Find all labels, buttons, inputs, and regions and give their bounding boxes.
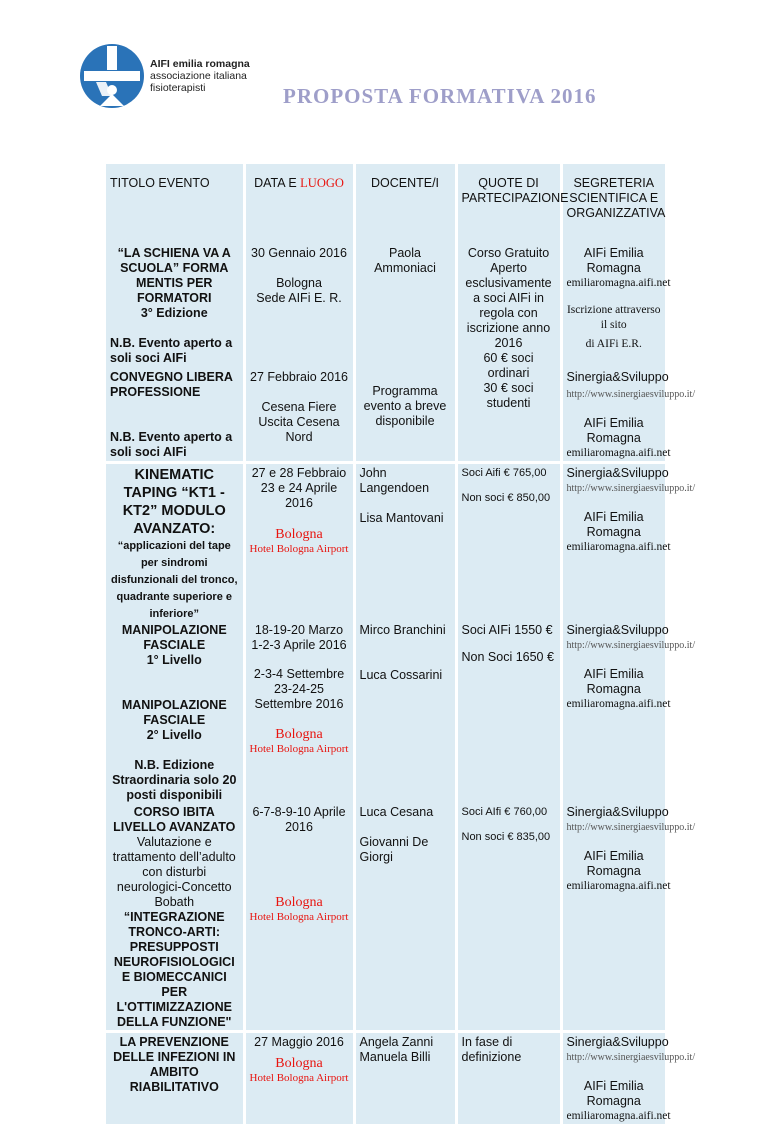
event-subtitle: “INTEGRAZIONE TRONCO-ARTI: PRESUPPOSTI NEUROFISIOLOGICI E BIOMECCANICI PER L'OTTIMIZZAZIONE DELLA FUNZIONE" <box>110 910 239 1030</box>
event-teacher: Luca Cesana <box>360 805 451 820</box>
event-place: Bologna <box>250 276 349 291</box>
event-fee: Soci AIfi € 760,00 <box>462 805 556 820</box>
secretariat-name: AIFi Emilia Romagna <box>567 1079 662 1109</box>
event-date: 27 Maggio 2016 <box>250 1035 349 1050</box>
event-date: 27 Febbraio 2016 <box>250 370 349 385</box>
table-row <box>106 803 665 1032</box>
event-teacher: Angela Zanni <box>360 1035 451 1050</box>
secretariat-link[interactable]: emiliaromagna.aifi.net <box>567 446 662 461</box>
table-row <box>106 366 665 463</box>
event-date: 27 e 28 Febbraio 23 e 24 Aprile 2016 <box>250 466 349 511</box>
secretariat-link[interactable]: emiliaromagna.aifi.net <box>567 540 662 555</box>
table-row <box>106 623 665 803</box>
event-fee: Non soci € 850,00 <box>462 491 556 506</box>
event-level: 2° Livello <box>110 728 239 743</box>
event-date: 18-19-20 Marzo 1-2-3 Aprile 2016 <box>250 623 349 653</box>
event-fee: 60 € soci ordinari <box>462 351 556 381</box>
secretariat-name: AIFi Emilia Romagna <box>567 667 662 697</box>
registration-note: Iscrizione attraverso il sito <box>567 303 662 333</box>
event-title: LA PREVENZIONE DELLE INFEZIONI IN AMBITO RIABILITATIVO <box>110 1035 239 1095</box>
event-venue: Hotel Bologna Airport <box>250 542 349 557</box>
event-date: 6-7-8-9-10 Aprile 2016 <box>250 805 349 835</box>
event-title: KINEMATIC TAPING “KT1 - KT2” MODULO AVANZATO: <box>110 466 239 538</box>
event-fee: Soci AIFi 1550 € <box>462 623 556 638</box>
header-quote: QUOTE DI PARTECIPAZIONE <box>456 164 561 234</box>
event-place: Bologna <box>250 1056 349 1071</box>
event-teacher: John Langendoen <box>360 466 451 496</box>
event-fee: Non Soci 1650 € <box>462 650 556 665</box>
event-subtitle: Valutazione e trattamento dell’adulto con disturbi neurologici-Concetto Bobath <box>110 835 239 910</box>
event-venue: Hotel Bologna Airport <box>250 910 349 925</box>
event-venue: Uscita Cesena Nord <box>250 415 349 445</box>
logo-text <box>150 58 250 94</box>
event-date: 30 Gennaio 2016 <box>250 246 349 261</box>
event-place: Bologna <box>250 895 349 910</box>
secretariat-link[interactable]: emiliaromagna.aifi.net <box>567 276 662 291</box>
event-title: MANIPOLAZIONE FASCIALE <box>110 698 239 728</box>
event-note: N.B. Evento aperto a soli soci AIFi <box>110 336 239 366</box>
event-fee: Non soci € 835,00 <box>462 830 556 845</box>
header-docenti: DOCENTE/I <box>354 164 456 234</box>
table-row <box>106 1032 665 1124</box>
secretariat-name: Sinergia&Sviluppo <box>567 370 662 385</box>
secretariat-name: Sinergia&Sviluppo <box>567 1035 662 1050</box>
event-title: CORSO IBITA LIVELLO AVANZATO <box>110 805 239 835</box>
page-title: PROPOSTA FORMATIVA 2016 <box>283 84 597 109</box>
event-teacher: Giovanni De Giorgi <box>360 835 451 865</box>
secretariat-name: AIFi Emilia Romagna <box>567 510 662 540</box>
logo-line-1: AIFI emilia romagna <box>150 58 250 70</box>
event-fee-note: Corso Gratuito Aperto esclusivamente a soci AIFi in regola con iscrizione anno 2016 <box>462 246 556 351</box>
table-header-row <box>106 164 665 234</box>
event-title: MANIPOLAZIONE FASCIALE <box>110 623 239 653</box>
table-row <box>106 234 665 366</box>
header-data-luogo: DATA E LUOGO <box>244 164 354 234</box>
logo-line-2: associazione italiana <box>150 70 250 82</box>
secretariat-name: Sinergia&Sviluppo <box>567 805 662 820</box>
event-fee: 30 € soci studenti <box>462 381 556 411</box>
event-edition: 3° Edizione <box>110 306 239 321</box>
event-teacher: Paola Ammoniaci <box>360 246 451 276</box>
events-table <box>106 164 665 1124</box>
logo-line-3: fisioterapisti <box>150 82 250 94</box>
event-place: Cesena Fiere <box>250 400 349 415</box>
secretariat-link[interactable]: emiliaromagna.aifi.net <box>567 879 662 894</box>
header-titolo: TITOLO EVENTO <box>106 164 244 234</box>
registration-note: di AIFi E.R. <box>567 337 662 352</box>
event-note: N.B. Evento aperto a soli soci AIFi <box>110 430 239 460</box>
event-teacher: Programma evento a breve disponibile <box>360 384 451 429</box>
event-level: 1° Livello <box>110 653 239 668</box>
secretariat-name: Sinergia&Sviluppo <box>567 466 662 481</box>
secretariat-name: AIFi Emilia Romagna <box>567 416 662 446</box>
event-title: “LA SCHIENA VA A SCUOLA” FORMA MENTIS PER FORMATORI <box>110 246 239 306</box>
secretariat-url[interactable]: http://www.sinergiaesviluppo.it/ <box>567 1050 662 1065</box>
table-row <box>106 463 665 624</box>
event-title: CONVEGNO LIBERA PROFESSIONE <box>110 370 239 400</box>
event-venue: Hotel Bologna Airport <box>250 1071 349 1086</box>
secretariat-name: AIFi Emilia Romagna <box>567 849 662 879</box>
event-teacher: Luca Cossarini <box>360 668 451 683</box>
event-place: Bologna <box>250 727 349 742</box>
event-subtitle: “applicazioni del tape per sindromi disfunzionali del tronco, quadrante superiore e inferiore” <box>110 538 239 623</box>
secretariat-link[interactable]: emiliaromagna.aifi.net <box>567 697 662 712</box>
event-fee: In fase di definizione <box>462 1035 556 1065</box>
event-place: Bologna <box>250 527 349 542</box>
secretariat-url[interactable]: http://www.sinergiaesviluppo.it/ <box>567 481 662 496</box>
event-date: 2-3-4 Settembre 23-24-25 Settembre 2016 <box>250 667 349 712</box>
secretariat-name: Sinergia&Sviluppo <box>567 623 662 638</box>
aifi-logo <box>78 42 146 110</box>
event-venue: Hotel Bologna Airport <box>250 742 349 757</box>
header-segreteria: SEGRETERIA SCIENTIFICA E ORGANIZZATIVA <box>561 164 665 234</box>
event-fee: Soci Aifi € 765,00 <box>462 466 556 481</box>
event-teacher: Mirco Branchini <box>360 623 451 638</box>
secretariat-name: AIFi Emilia Romagna <box>567 246 662 276</box>
secretariat-url[interactable]: http://www.sinergiaesviluppo.it/ <box>567 638 662 653</box>
secretariat-link[interactable]: emiliaromagna.aifi.net <box>567 1109 662 1124</box>
secretariat-url[interactable]: http://www.sinergiaesviluppo.it/ <box>567 820 662 835</box>
event-teacher: Manuela Billi <box>360 1050 451 1065</box>
event-teacher: Lisa Mantovani <box>360 511 451 526</box>
event-note: N.B. Edizione Straordinaria solo 20 posti disponibili <box>110 758 239 803</box>
event-venue: Sede AIFi E. R. <box>250 291 349 306</box>
secretariat-url[interactable]: http://www.sinergiaesviluppo.it/ <box>567 387 662 402</box>
